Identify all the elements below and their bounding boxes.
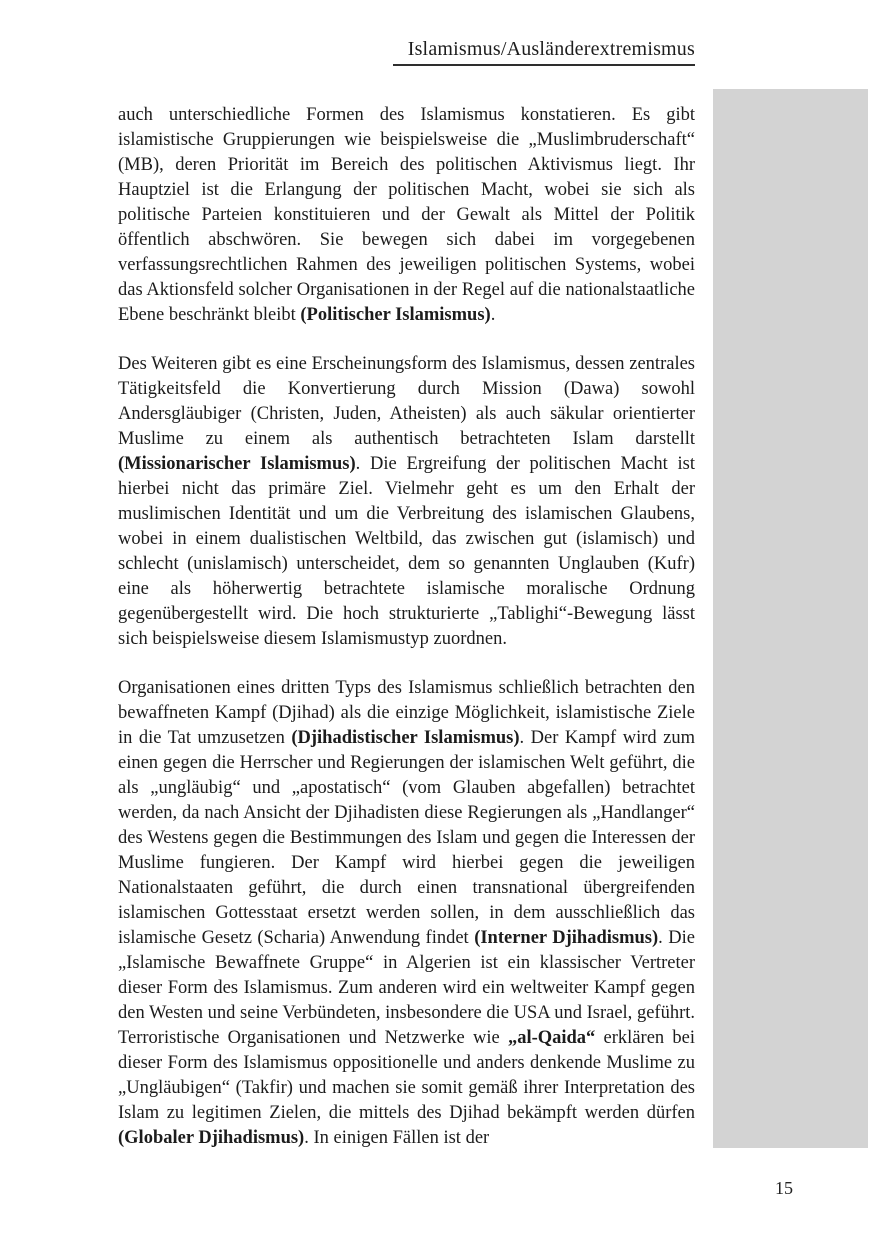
bold-term: (Globaler Djihadismus) bbox=[118, 1128, 305, 1148]
text-run: Organisationen eines dritten Typs des Islamismus schließlich betrachten den bewaffneten Kampf (Djihad) als die einzige Möglichkeit, islamistische Ziele in die Tat umzusetzen bbox=[118, 678, 695, 748]
text-run: auch unterschiedliche Formen des Islamismus konstatieren. Es gibt islamistische Gruppierungen wie beispielsweise die „Muslimbruderschaft“ (MB), deren Priorität im Bereich des politischen Aktivismus liegt. Ihr Hauptziel ist die Erlangung der politischen Macht, wobei sie sich als politische Parteien konstituieren und der Gewalt als Mittel der Politik öffentlich abschwören. Sie bewegen sich dabei im vorgegebenen verfassungsrechtlichen Rahmen des jeweiligen politischen Systems, wobei das Aktionsfeld solcher Organisationen in der Regel auf die nationalstaatliche Ebene beschränkt bleibt bbox=[118, 105, 695, 325]
page-header bbox=[393, 38, 695, 66]
bold-term: (Politischer Islamismus) bbox=[300, 305, 491, 325]
paragraph-jihadist-islamism bbox=[118, 676, 695, 1151]
text-run: Des Weiteren gibt es eine Erscheinungsform des Islamismus, dessen zentrales Tätigkeitsfeld die Konvertierung durch Mission (Dawa) sowohl Andersgläubiger (Christen, Juden, Atheisten) als auch säkular orientierter Muslime zu einem als authentisch betrachteten Islam darstellt bbox=[118, 354, 695, 449]
paragraph-missionary-islamism bbox=[118, 352, 695, 652]
body-text-column bbox=[118, 103, 695, 1151]
bold-term: (Djihadistischer Islamismus) bbox=[291, 728, 520, 748]
page-footer bbox=[760, 1178, 808, 1199]
text-run: . bbox=[490, 305, 496, 325]
paragraph-political-islamism bbox=[118, 103, 695, 328]
text-run: . In einigen Fällen ist der bbox=[304, 1128, 490, 1148]
text-run: erklären bei dieser Form des Islamismus oppositionelle und anders denkende Muslime zu „Ungläubigen“ (Takfir) und machen sie somit gemäß ihrer Interpretation des Islam zu legitimen Zielen, die mittels des Djihad bekämpft werden dürfen bbox=[118, 1028, 695, 1123]
right-margin-band bbox=[713, 89, 868, 1148]
running-head-title: Islamismus/Ausländerextremismus bbox=[407, 38, 695, 60]
bold-term: „al-Qaida“ bbox=[507, 1028, 596, 1048]
bold-term: (Interner Djihadismus) bbox=[474, 928, 659, 948]
bold-term: (Missionarischer Islamismus) bbox=[118, 454, 356, 474]
page-number: 15 bbox=[775, 1178, 793, 1198]
text-run: . Der Kampf wird zum einen gegen die Herrscher und Regierungen der islamischen Welt geführt, die als „ungläubig“ und „apostatisch“ (vom Glauben abgefallen) betrachtet werden, da nach Ansicht der Djihadisten diese Regierungen als „Handlanger“ des Westens gegen die Bestimmungen des Islam und gegen die Interessen der Muslime fungieren. Der Kampf wird hierbei gegen die jeweiligen Nationalstaaten geführt, die durch einen transnational übergreifenden islamischen Gottesstaat ersetzt werden sollen, in dem ausschließlich das islamische Gesetz (Scharia) Anwendung findet bbox=[118, 728, 695, 948]
text-run: . Die Ergreifung der politischen Macht ist hierbei nicht das primäre Ziel. Vielmehr geht es um den Erhalt der muslimischen Identität und um die Verbreitung des islamischen Glaubens, wobei in einem dualistischen Weltbild, das zwischen gut (islamisch) und schlecht (unislamisch) unterscheidet, dem so genannten Unglauben (Kufr) eine als höherwertig betrachtete islamische moralische Ordnung gegenübergestellt wird. Die hoch strukturierte „Tablighi“-Bewegung lässt sich beispielsweise diesem Islamismustyp zuordnen. bbox=[118, 454, 696, 649]
text-run: . Die „Islamische Bewaffnete Gruppe“ in Algerien ist ein klassischer Vertreter dieser Form des Islamismus. Zum anderen wird ein weltweiter Kampf gegen den Westen und seine Verbündeten, insbesondere die USA und Israel, geführt. Terroristische Organisationen und Netzwerke wie bbox=[118, 928, 695, 1048]
